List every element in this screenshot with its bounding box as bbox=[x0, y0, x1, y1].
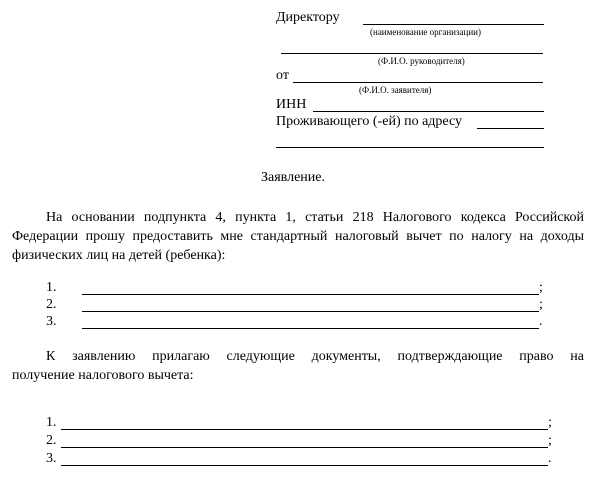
address-label: Проживающего (-ей) по адресу bbox=[276, 114, 463, 129]
head-name-hint: (Ф.И.О. руководителя) bbox=[378, 56, 465, 66]
paragraph-1-line-2: Федерации прошу предоставить мне стандартный налоговый вычет по налогу на доходы bbox=[12, 229, 584, 244]
list-2-blank-line-2 bbox=[61, 447, 548, 448]
paragraph-1-line-1: На основании подпункта 4, пункта 1, статьи 218 Налогового кодекса Российской bbox=[46, 210, 584, 225]
list-1-end-1: ; bbox=[539, 280, 543, 295]
list-2-blank-line-3 bbox=[61, 465, 548, 466]
paragraph-1-line-3: физических лиц на детей (ребенка): bbox=[12, 248, 226, 263]
list-1-number-1: 1. bbox=[46, 280, 57, 295]
inn-blank-line bbox=[313, 111, 544, 112]
list-1-number-3: 3. bbox=[46, 314, 57, 329]
head-name-blank-line bbox=[281, 53, 543, 54]
director-label: Директору bbox=[276, 10, 340, 25]
organization-hint: (наименование организации) bbox=[370, 27, 481, 37]
list-1-blank-line-3 bbox=[82, 328, 539, 329]
list-2-number-2: 2. bbox=[46, 433, 57, 448]
list-2-blank-line-1 bbox=[61, 429, 548, 430]
applicant-hint: (Ф.И.О. заявителя) bbox=[359, 85, 432, 95]
list-2-number-3: 3. bbox=[46, 451, 57, 466]
organization-blank-line bbox=[363, 24, 544, 25]
document-title: Заявление. bbox=[261, 170, 325, 185]
list-1-end-3: . bbox=[539, 314, 543, 329]
paragraph-2-line-1: К заявлению прилагаю следующие документы, подтверждающие право на bbox=[46, 349, 584, 364]
paragraph-2-line-2: получение налогового вычета: bbox=[12, 368, 194, 383]
list-1-end-2: ; bbox=[539, 297, 543, 312]
list-1-blank-line-2 bbox=[82, 311, 539, 312]
from-label: от bbox=[276, 68, 289, 83]
list-2-end-1: ; bbox=[548, 415, 552, 430]
applicant-blank-line bbox=[293, 82, 543, 83]
list-2-number-1: 1. bbox=[46, 415, 57, 430]
list-2-end-3: . bbox=[548, 451, 552, 466]
address-blank-line-2 bbox=[276, 147, 544, 148]
address-blank-line bbox=[477, 128, 544, 129]
list-1-blank-line-1 bbox=[82, 294, 539, 295]
list-1-number-2: 2. bbox=[46, 297, 57, 312]
list-2-end-2: ; bbox=[548, 433, 552, 448]
inn-label: ИНН bbox=[276, 97, 307, 112]
